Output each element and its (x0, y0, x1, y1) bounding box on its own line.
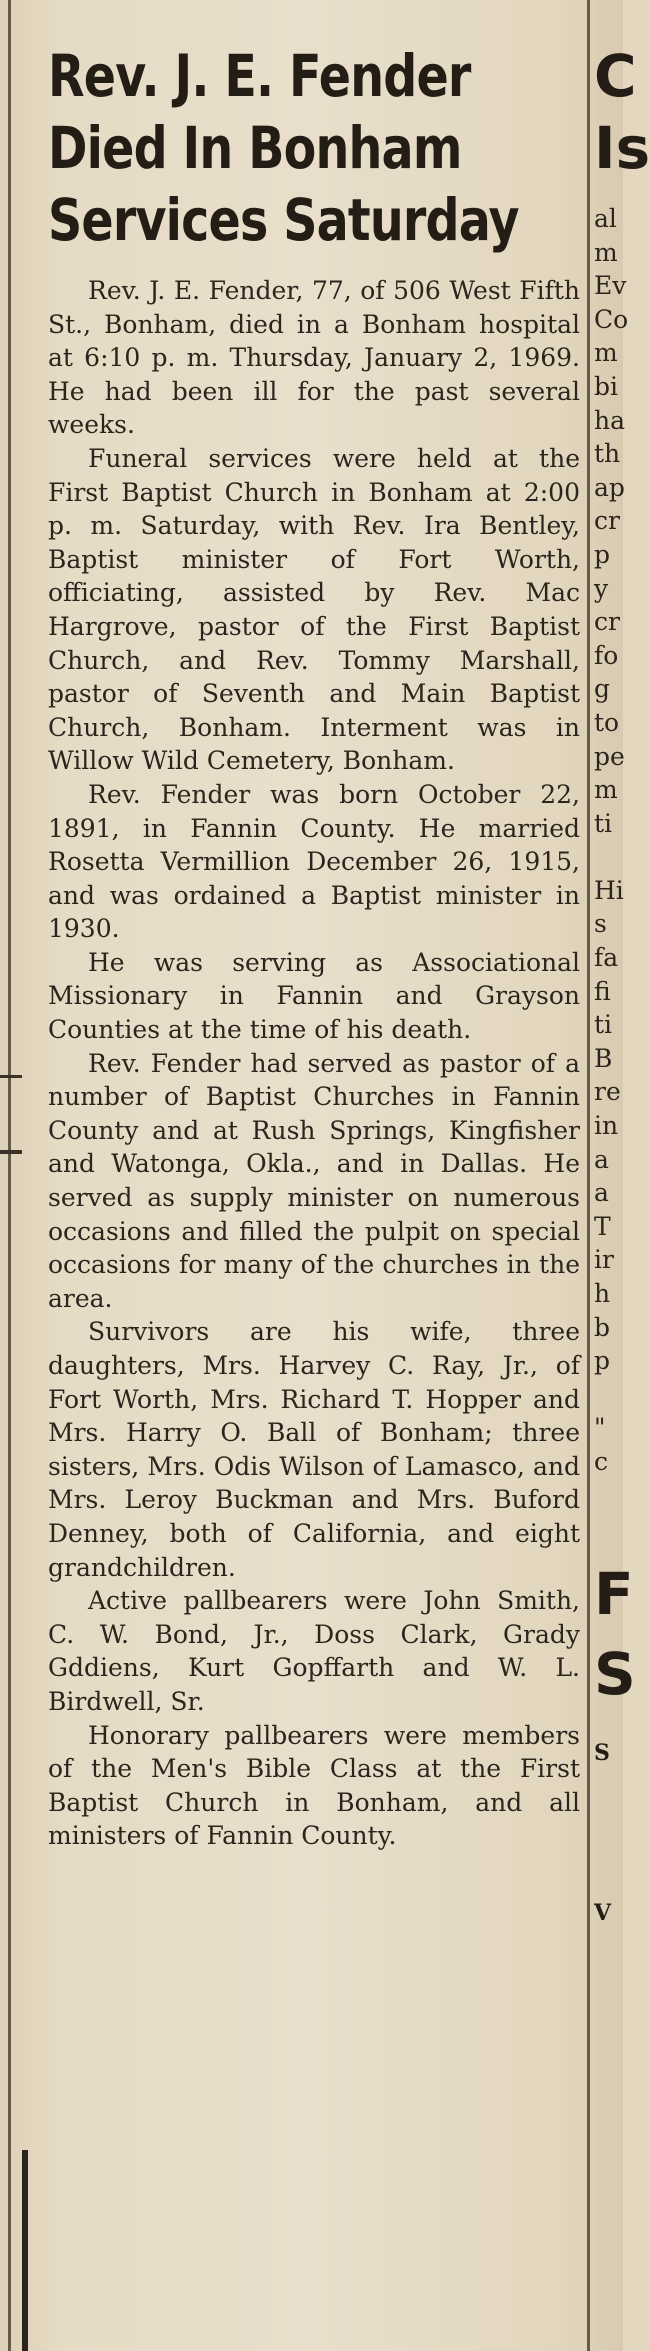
adjacent-line-fragment: y (594, 573, 609, 603)
adjacent-fragment-letter: S (594, 1740, 610, 1766)
paragraph-pastorates: Rev. Fender had served as pastor of a number of Baptist Churches in Fannin County and at Rush Springs, Kingfisher and Watonga, Okla., and in Dallas. He served as supply minister on numerous occasions and filled the pulpit on special occasions for many of the churches in the area. (48, 1048, 580, 1313)
adjacent-line-fragment: in (594, 1111, 619, 1141)
adjacent-line-fragment (594, 1512, 634, 1546)
adjacent-column-fragment (594, 40, 650, 1546)
adjacent-line-fragment: re (594, 1077, 621, 1107)
adjacent-headline-letter: C (594, 42, 637, 110)
adjacent-line-fragment: fo (594, 640, 619, 670)
paragraph-survivors: Survivors are his wife, three daughters, Mrs. Harvey C. Ray, Jr., of Fort Worth, Mrs. Richard T. Hopper and Mrs. Harry O. Ball of Bonham; three sisters, Mrs. Odis Wilson of Lamasco, and Mrs. Leroy Buckman and Mrs. Buford Denney, both of California, and eight grandchildren. (48, 1317, 580, 1582)
adjacent-line-fragment: th (594, 439, 621, 469)
adjacent-line-fragment: Co (594, 304, 629, 334)
adjacent-line-fragment: ha (594, 405, 626, 435)
left-column-thick-rule (22, 2150, 28, 2351)
adjacent-line-fragment: ir (594, 1245, 614, 1275)
paragraph-honorary-pallbearers: Honorary pallbearers were members of the Men's Bible Class at the First Baptist Church in Bonham, and all ministers of Fannin County. (48, 1720, 580, 1851)
adjacent-line-fragment: Ev (594, 271, 627, 301)
adjacent-line-fragment: " (594, 1413, 606, 1443)
adjacent-line-fragment: p (594, 1346, 611, 1376)
adjacent-headline-fragment (594, 40, 650, 184)
right-column-rule (587, 0, 590, 2351)
adjacent-line-fragment: b (594, 1312, 611, 1342)
adjacent-line-fragment: h (594, 1279, 611, 1308)
adjacent-line-fragment: p (594, 539, 611, 569)
adjacent-line-fragment (594, 1378, 634, 1412)
paragraph-biography: Rev. Fender was born October 22, 1891, in Fannin County. He married Rosetta Vermillion December 26, 1915, and was ordained a Baptist minister in 1930. (48, 779, 580, 944)
adjacent-line-fragment: cr (594, 506, 620, 536)
adjacent-line-fragment: to (594, 707, 620, 737)
article-body (48, 274, 580, 1853)
adjacent-line-fragment: ap (594, 472, 625, 502)
adjacent-line-fragment: g (594, 674, 611, 704)
paragraph-death-notice: Rev. J. E. Fender, 77, of 506 West Fifth St., Bonham, died in a Bonham hospital at 6:10 p. m. Thursday, January 2, 1969. He had been ill for the past several weeks. (48, 276, 580, 440)
adjacent-line-fragment: a (594, 1144, 609, 1174)
adjacent-line-fragment (594, 1479, 634, 1513)
adjacent-fragment-letter: V (594, 1900, 612, 1926)
adjacent-line-fragment: m (594, 237, 618, 267)
adjacent-line-fragment (594, 840, 634, 874)
adjacent-line-fragment: fa (594, 943, 619, 973)
adjacent-line-starts (594, 202, 634, 1546)
paragraph-active-pallbearers: Active pallbearers were John Smith, C. W. Bond, Jr., Doss Clark, Grady Gddiens, Kurt Gopffarth and W. L. Birdwell, Sr. (48, 1586, 580, 1716)
left-column-tick (0, 1150, 22, 1154)
adjacent-line-fragment: s (594, 909, 607, 939)
headline-line-1: Rev. J. E. Fender (48, 42, 471, 110)
adjacent-line-fragment: m (594, 775, 618, 805)
headline (48, 40, 581, 256)
paragraph-funeral-services: Funeral services were held at the First Baptist Church in Bonham at 2:00 p. m. Saturday, with Rev. Ira Bentley, Baptist minister of Fort Worth, officiating, assisted by Rev. Mac Hargrove, pastor of the First Baptist Church, and Rev. Tommy Marshall, pastor of Seventh and Main Baptist Church, Bonham. Interment was in Willow Wild Cemetery, Bonham. (48, 443, 580, 776)
adjacent-line-fragment: m (594, 338, 618, 368)
adjacent-line-fragment: Hi (594, 875, 624, 905)
adjacent-headline-letter: Is (594, 114, 650, 182)
adjacent-line-fragment: cr (594, 607, 620, 637)
adjacent-line-fragment: B (594, 1043, 613, 1073)
adjacent-line-fragment: ti (594, 808, 613, 838)
obituary-article (48, 40, 580, 1853)
adjacent-line-fragment: a (594, 1178, 609, 1208)
adjacent-line-fragment: T (594, 1211, 611, 1241)
headline-line-3: Services Saturday (48, 186, 519, 254)
left-column-rule (8, 0, 11, 2351)
adjacent-fragment-letter: F (594, 1560, 634, 1628)
adjacent-line-fragment: bi (594, 371, 618, 401)
adjacent-line-fragment: c (594, 1446, 609, 1476)
adjacent-fragment-letter: S (594, 1640, 636, 1708)
adjacent-line-fragment: al (594, 204, 617, 233)
adjacent-line-fragment: ti (594, 1010, 613, 1040)
paragraph-missionary: He was serving as Associational Missionary in Fannin and Grayson Counties at the time of his death. (48, 947, 580, 1045)
headline-line-2: Died In Bonham (48, 114, 462, 182)
adjacent-line-fragment: fi (594, 976, 611, 1006)
adjacent-line-fragment: pe (594, 741, 625, 771)
left-column-tick (0, 1075, 22, 1078)
